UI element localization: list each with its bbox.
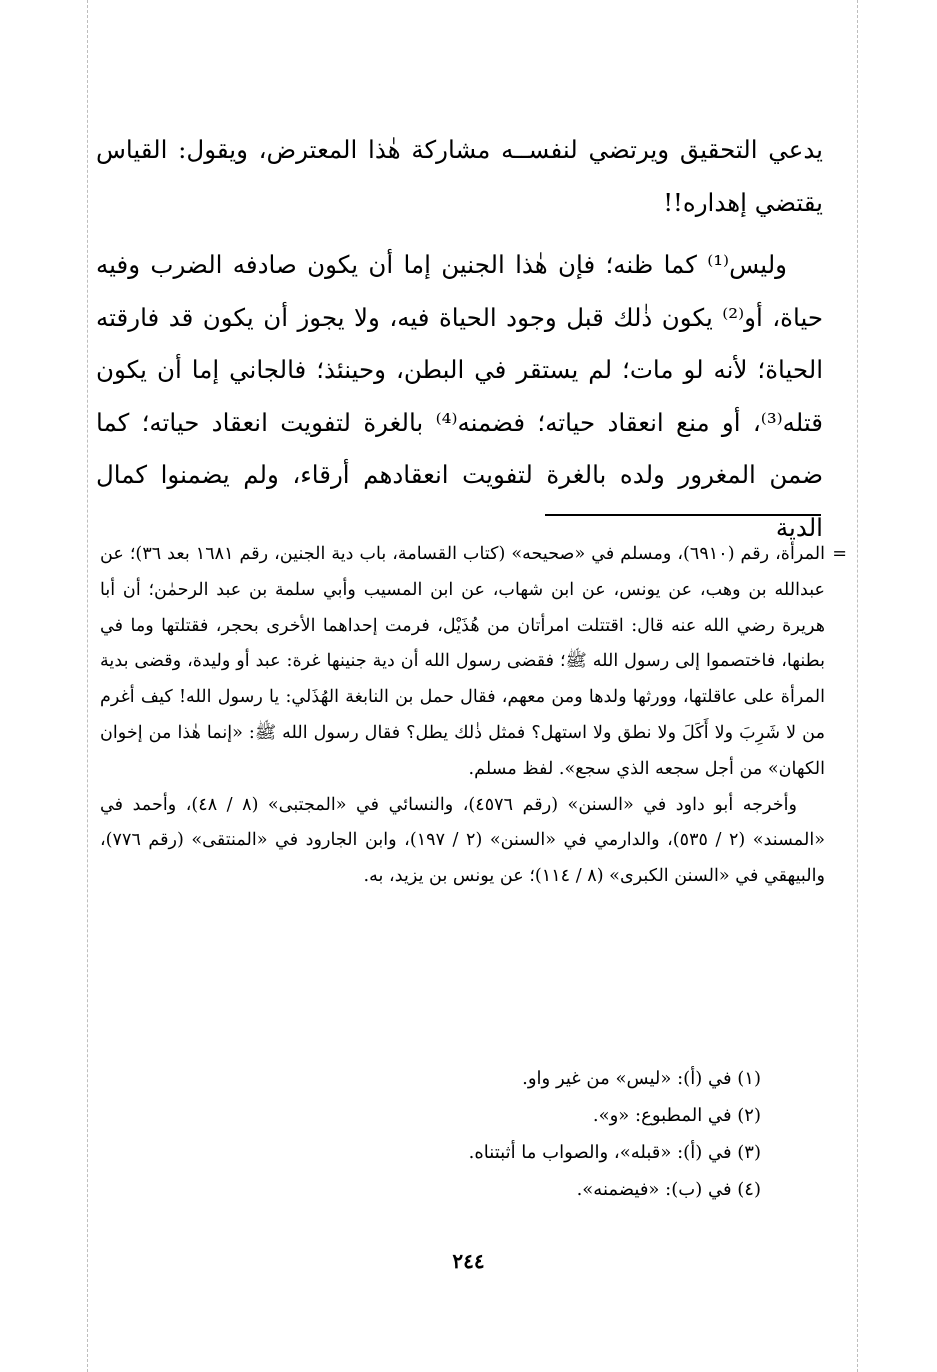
footnote-1: (١) في (أ): «ليس» من غير واو. (522, 1068, 761, 1089)
page-number: ٢٤٤ (452, 1249, 485, 1273)
main-paragraph-1: يدعي التحقيق ويرتضي لنفســه مشاركة هٰذا المعترض، ويقول: القياس يقتضي إهداره!! (96, 135, 823, 217)
footnote-paragraph-1-text: المرأة، رقم (٦٩١٠)، ومسلم في «صحيحه» (كتاب القسامة، باب دية الجنين، رقم ١٦٨١ بعد ٣٦)؛ عن عبدالله بن وهب، عن يونس، عن ابن شهاب، عن ابن المسيب وأبي سلمة بن عبد الرحمٰن؛ أن أبا هريرة رضي الله عنه قال: اقتتلت امرأتان من هُذَيْل، فرمت إحداهما الأخرى بحجر، فقتلتها وما في بطنها، فاختصموا إلى رسول الله ﷺ؛ فقضى رسول الله أن دية جنينها غرة: عبد أو وليدة، وقضى بدية المرأة على عاقلتها، وورثها ولدها ومن معهم، فقال حمل بن النابغة الهُذَلي: يا رسول الله! كيف أغرم من لا شَرِبَ ولا أَكَلَ ولا نطق ولا استهل؟ فمثل ذٰلك يطل؟ فقال رسول الله ﷺ: «إنما هٰذا من إخوان الكهان» من أجل سجعه الذي سجع». لفظ مسلم. (100, 544, 825, 779)
footnote-paragraph-1 (100, 537, 847, 788)
scan-margin-right (857, 0, 858, 1372)
footnote-2: (٢) في المطبوع: «و». (592, 1105, 761, 1126)
continuation-mark: = (832, 544, 847, 564)
main-paragraph-2: وليس⁽¹⁾ كما ظنه؛ فإن هٰذا الجنين إما أن يكون صادفه الضرب وفيه حياة، أو⁽²⁾ يكون ذٰلك قبل وجود الحياة فيه، ولا يجوز أن يكون قد فارقته الحياة؛ لأنه لو مات؛ لم يستقر في البطن، وحينئذ؛ فالجاني إما أن يكون قتله⁽³⁾، أو منع انعقاد حياته؛ فضمنه⁽⁴⁾ بالغرة لتفويت انعقاد حياته؛ كما ضمن المغرور ولده بالغرة لتفويت انعقادهم أرقاء، ولم يضمنوا كمال الدية (96, 250, 824, 542)
footnote-separator (545, 514, 821, 516)
footnote-4: (٤) في (ب): «فيضمنه». (576, 1179, 761, 1200)
footnote-paragraph-2: وأخرجه أبو داود في «السنن» (رقم ٤٥٧٦)، والنسائي في «المجتبى» (٨ / ٤٨)، وأحمد في «المسند» (٢ / ٥٣٥)، والدارمي في «السنن» (٢ / ١٩٧)، وابن الجارود في «المنتقى» (رقم ٧٧٦)، والبيهقي في «السنن الكبرى» (٨ / ١١٤)؛ عن يونس بن يزيد، به. (100, 794, 825, 887)
scan-margin-left (87, 0, 88, 1372)
footnote-3: (٣) في (أ): «قبله»، والصواب ما أثبتناه. (468, 1142, 761, 1163)
footnotes-list (341, 1060, 761, 1208)
footnote-block (100, 537, 847, 895)
main-text (96, 124, 823, 554)
